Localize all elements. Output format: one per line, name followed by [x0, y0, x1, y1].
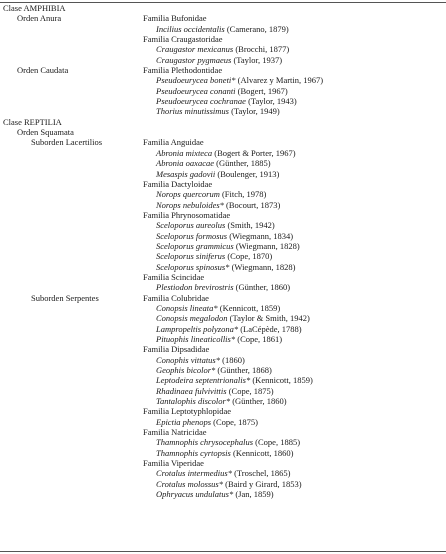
species-entry: [156, 448, 293, 458]
table-row: [0, 210, 446, 220]
species-name: Plestiodon brevirostris: [156, 282, 234, 293]
table-row: [0, 293, 446, 303]
class-label: Clase AMPHIBIA: [3, 3, 66, 13]
table-row: [0, 179, 446, 189]
species-entry: [156, 75, 323, 85]
species-entry: [156, 437, 300, 447]
table-row: [0, 158, 446, 168]
species-author: (Taylor, 1937): [231, 54, 283, 65]
species-entry: [156, 334, 282, 344]
table-row: [0, 241, 446, 251]
species-author: (Jan, 1859): [233, 489, 274, 500]
species-author: (Cope, 1875): [211, 416, 258, 427]
table-row: [0, 448, 446, 458]
table-row: [0, 127, 446, 137]
species-author: (Günther, 1885): [214, 158, 271, 169]
species-name: Abronia mixteca: [156, 147, 213, 158]
table-row: [0, 489, 446, 499]
species-entry: [156, 86, 288, 96]
order-label: Orden Squamata: [17, 127, 74, 138]
species-author: (Wiegmann, 1828): [229, 261, 296, 272]
species-name: Pseudoeurycea conanti: [156, 85, 236, 96]
table-row: [0, 262, 446, 272]
table-row: [0, 437, 446, 447]
species-author: (Smith, 1942): [225, 220, 275, 231]
species-entry: [156, 417, 258, 427]
table-row: [0, 86, 446, 96]
family-label: Familia Plethodontidae: [143, 65, 223, 76]
table-row: [0, 44, 446, 54]
species-name: Pseudoeurycea cochranae: [156, 96, 246, 107]
species-entry: [156, 55, 282, 65]
class-label: Clase REPTILIA: [3, 116, 62, 127]
table-row: [0, 189, 446, 199]
table-row: [0, 417, 446, 427]
species-entry: [156, 189, 266, 199]
species-entry: [156, 303, 280, 313]
species-name: Incilius occidentalis: [156, 23, 225, 34]
table-row: [0, 34, 446, 44]
table-bottom-rule: [0, 551, 446, 552]
species-name: Abronia oaxacae: [156, 158, 214, 169]
species-name: Thamnophis chrysocephalus: [156, 437, 254, 448]
species-author: (Camerano, 1879): [224, 23, 289, 34]
species-name: Pseudoeurycea boneti*: [156, 75, 236, 86]
table-row: [0, 365, 446, 375]
table-row: [0, 334, 446, 344]
species-name: Norops nebuloides*: [156, 199, 224, 210]
species-name: Pituophis lineaticollis*: [156, 334, 236, 344]
table-row: [0, 386, 446, 396]
species-author: (Alvarez y Martin, 1967): [235, 75, 324, 86]
species-entry: [156, 396, 287, 406]
table-row: [0, 479, 446, 489]
species-name: Conopsis lineata*: [156, 302, 218, 313]
species-author: (Günther, 1868): [215, 365, 272, 376]
family-label: Familia Dactyloidae: [143, 178, 213, 189]
table-row: [0, 96, 446, 106]
family-label: Familia Bufonidae: [143, 13, 207, 24]
species-entry: [156, 24, 289, 34]
species-author: (Kennicott, 1859): [217, 302, 281, 313]
species-author: (Brocchi, 1877): [233, 44, 290, 55]
species-author: (Günther, 1860): [233, 282, 291, 293]
species-entry: [156, 96, 297, 106]
species-entry: [156, 231, 293, 241]
species-name: Rhadinaea fulvivittis: [156, 385, 227, 396]
order-label: Orden Anura: [17, 13, 62, 24]
table-row: [0, 396, 446, 406]
species-entry: [156, 365, 272, 375]
species-author: (Cope, 1875): [226, 385, 274, 396]
species-author: (Taylor, 1949): [228, 106, 280, 117]
species-name: Thorius minutissimus: [156, 106, 229, 117]
suborder-label: Suborden Serpentes: [31, 292, 99, 303]
table-row: [0, 427, 446, 437]
species-name: Conophis vittatus*: [156, 354, 220, 365]
species-author: (Günther, 1860): [230, 396, 287, 407]
table-row: [0, 117, 446, 127]
species-name: Conopsis megalodon: [156, 313, 228, 324]
species-name: Sceloporus siniferus: [156, 251, 226, 262]
species-author: (Cope, 1861): [235, 334, 283, 344]
species-author: (Bocourt, 1873): [223, 199, 281, 210]
suborder-label: Suborden Lacertilios: [31, 137, 103, 148]
species-name: Crotalus intermedius*: [156, 468, 232, 479]
family-label: Familia Anguidae: [143, 137, 204, 148]
table-row: [0, 458, 446, 468]
species-entry: [156, 262, 295, 272]
species-entry: [156, 324, 302, 334]
family-label: Familia Dipsadidae: [143, 344, 210, 355]
species-name: Sceloporus spinosus*: [156, 261, 230, 272]
species-author: (Cope, 1885): [253, 437, 301, 448]
table-row: [0, 24, 446, 34]
species-name: Sceloporus formosus: [156, 230, 228, 241]
table-row: [0, 231, 446, 241]
species-entry: [156, 282, 290, 292]
species-name: Lampropeltis polyzona*: [156, 323, 239, 334]
family-label: Familia Leptotyphlopidae: [143, 406, 232, 417]
species-author: (Fitch, 1978): [219, 189, 267, 200]
species-entry: [156, 355, 245, 365]
species-author: (Kennicott, 1859): [250, 375, 313, 386]
family-label: Familia Viperidae: [143, 458, 204, 469]
species-author: (Baird y Girard, 1853): [223, 478, 302, 489]
species-name: Geophis bicolor*: [156, 365, 216, 376]
species-author: (Wiegmann, 1834): [227, 230, 294, 241]
species-author: (LaCépède, 1788): [238, 323, 302, 334]
species-name: Craugastor mexicanus: [156, 44, 234, 55]
species-entry: [156, 386, 274, 396]
species-name: Thamnophis cyrtopsis: [156, 447, 231, 458]
table-row: [0, 137, 446, 147]
table-row: [0, 220, 446, 230]
species-entry: [156, 468, 290, 478]
table-row: [0, 406, 446, 416]
species-author: (Wiegmann, 1828): [233, 240, 300, 251]
species-entry: [156, 375, 313, 385]
table-row: [0, 75, 446, 85]
family-label: Familia Colubridae: [143, 292, 209, 303]
species-entry: [156, 489, 274, 499]
species-name: Craugastor pygmaeus: [156, 54, 232, 65]
species-author: (Bogert & Porter, 1967): [212, 147, 296, 158]
family-label: Familia Natricidae: [143, 427, 207, 438]
table-row: [0, 324, 446, 334]
table-row: [0, 65, 446, 75]
species-author: (Bogert, 1967): [235, 85, 288, 96]
species-name: Sceloporus aureolus: [156, 220, 226, 231]
table-row: [0, 355, 446, 365]
species-entry: [156, 106, 280, 116]
species-author: (Taylor & Smith, 1942): [227, 313, 310, 324]
table-row: [0, 375, 446, 385]
species-entry: [156, 241, 300, 251]
species-author: (1860): [220, 354, 245, 365]
table-row: [0, 169, 446, 179]
species-entry: [156, 200, 280, 210]
species-entry: [156, 148, 296, 158]
family-label: Familia Phrynosomatidae: [143, 209, 231, 220]
table-row: [0, 200, 446, 210]
species-author: (Kennicott, 1860): [230, 447, 294, 458]
species-entry: [156, 44, 289, 54]
species-name: Norops quercorum: [156, 189, 220, 200]
table-row: [0, 468, 446, 478]
species-entry: [156, 158, 271, 168]
species-entry: [156, 479, 302, 489]
species-entry: [156, 169, 279, 179]
species-name: Sceloporus grammicus: [156, 240, 234, 251]
species-name: Tantalophis discolor*: [156, 396, 231, 407]
family-label: Familia Scincidae: [143, 271, 205, 282]
species-author: (Boulenger, 1913): [215, 168, 280, 179]
table-row: [0, 251, 446, 261]
family-label: Familia Craugastoridae: [143, 34, 223, 45]
table-row: [0, 344, 446, 354]
order-label: Orden Caudata: [17, 65, 69, 76]
taxonomy-table: [0, 3, 446, 500]
table-row: [0, 13, 446, 23]
table-row: [0, 55, 446, 65]
species-author: (Troschel, 1865): [231, 468, 291, 479]
species-entry: [156, 251, 272, 261]
table-row: [0, 272, 446, 282]
table-row: [0, 313, 446, 323]
species-name: Ophryacus undulatus*: [156, 489, 234, 500]
species-author: (Cope, 1870): [225, 251, 273, 262]
species-author: (Taylor, 1943): [245, 96, 297, 107]
table-row: [0, 303, 446, 313]
species-entry: [156, 313, 310, 323]
species-name: Mesaspis gadovii: [156, 168, 216, 179]
species-name: Leptodeira septentrionalis*: [156, 375, 251, 386]
table-row: [0, 282, 446, 292]
table-row: [0, 148, 446, 158]
species-entry: [156, 220, 275, 230]
species-name: Crotalus molossus*: [156, 478, 223, 489]
species-name: Epictia phenops: [156, 416, 212, 427]
table-row: [0, 3, 446, 13]
table-row: [0, 106, 446, 116]
